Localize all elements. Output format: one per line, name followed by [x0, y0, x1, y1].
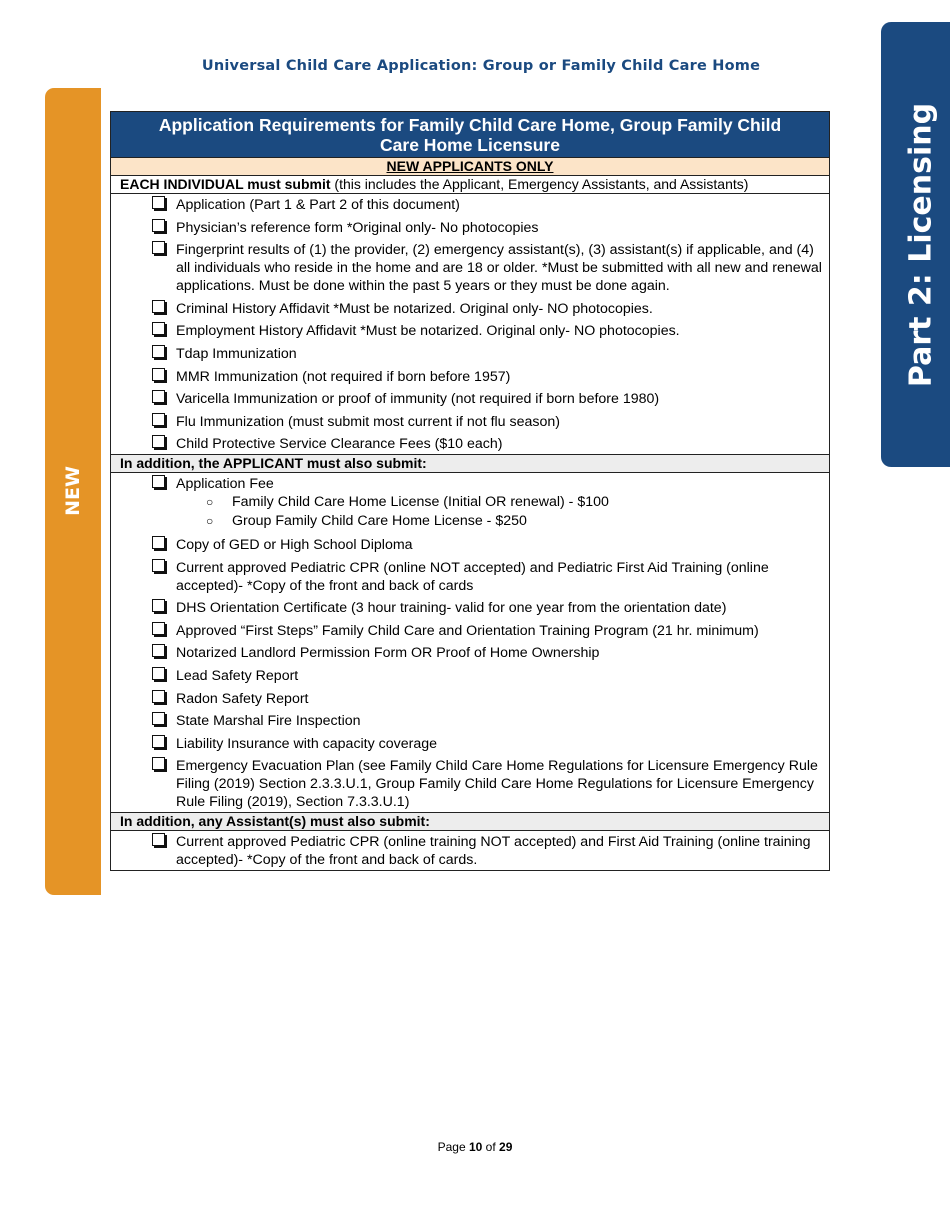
checklist-item	[152, 690, 823, 708]
checkbox-icon[interactable]	[152, 219, 165, 232]
page-prefix: Page	[437, 1140, 469, 1154]
checkbox-icon[interactable]	[152, 690, 165, 703]
checkbox-icon[interactable]	[152, 735, 165, 748]
checkbox-icon[interactable]	[152, 475, 165, 488]
checkbox-icon[interactable]	[152, 300, 165, 313]
checklist-item	[152, 345, 823, 363]
item-assistant-cpr: Current approved Pediatric CPR (online training NOT accepted) and First Aid Training (online training accepted)- *Copy of the front and back of cards.	[176, 834, 811, 869]
checklist-item	[152, 435, 823, 453]
item-varicella: Varicella Immunization or proof of immunity (not required if born before 1980)	[176, 391, 660, 408]
section-each-individual-heading	[111, 176, 829, 194]
checklist-item	[152, 413, 823, 431]
item-flu: Flu Immunization (must submit most current if not flu season)	[176, 413, 560, 430]
table-title-line-1: Application Requirements for Family Child Care Home, Group Family Child	[158, 115, 782, 135]
checkbox-icon[interactable]	[152, 368, 165, 381]
item-physician-reference: Physician’s reference form *Original only- No photocopies	[176, 219, 539, 236]
checklist-item	[152, 322, 823, 340]
fee-family-child-care: Family Child Care Home License (Initial OR renewal) - $100	[232, 494, 609, 511]
item-application-fee: Application Fee	[176, 476, 274, 493]
part-2-licensing-label: Part 2: Licensing	[903, 102, 939, 387]
checklist-item	[152, 300, 823, 318]
item-radon-safety: Radon Safety Report	[176, 690, 309, 707]
checkbox-icon[interactable]	[152, 196, 165, 209]
checkbox-icon[interactable]	[152, 667, 165, 680]
checkbox-icon[interactable]	[152, 622, 165, 635]
checkbox-icon[interactable]	[152, 345, 165, 358]
item-employment-history: Employment History Affidavit *Must be notarized. Original only- NO photocopies.	[176, 323, 680, 340]
section-assistants-heading: In addition, any Assistant(s) must also submit:	[111, 812, 829, 831]
page-number	[0, 1140, 950, 1154]
checklist-item	[152, 757, 823, 811]
applicant-checklist	[111, 473, 829, 812]
checklist-item	[152, 475, 823, 531]
checkbox-icon[interactable]	[152, 559, 165, 572]
new-applicants-only-subtitle: NEW APPLICANTS ONLY	[111, 157, 829, 176]
table-title-line-2: Care Home Licensure	[380, 135, 560, 155]
page-of: of	[482, 1140, 500, 1154]
checklist-item	[152, 559, 823, 595]
item-evacuation-plan: Emergency Evacuation Plan (see Family Child Care Home Regulations for Licensure Emergency Rule Filing (2019) Section 2.3.3.U.1, Group Family Child Care Home Regulations for Licensure Emergency Rule Filing (2019), Section 7.3.3.U.1)	[176, 758, 818, 811]
checklist-item	[152, 390, 823, 408]
section-heading-note: (this includes the Applicant, Emergency Assistants, and Assistants)	[330, 176, 749, 192]
item-first-steps: Approved “First Steps” Family Child Care and Orientation Training Program (21 hr. minimum)	[176, 622, 759, 639]
fee-option	[206, 493, 823, 512]
checkbox-icon[interactable]	[152, 536, 165, 549]
item-dhs-orientation: DHS Orientation Certificate (3 hour training- valid for one year from the orientation date)	[176, 600, 727, 617]
checkbox-icon[interactable]	[152, 322, 165, 335]
checklist-item	[152, 536, 823, 554]
item-fire-inspection: State Marshal Fire Inspection	[176, 713, 361, 730]
new-label: NEW	[62, 466, 84, 516]
fee-group-family-child-care: Group Family Child Care Home License - $250	[232, 513, 527, 530]
checkbox-icon[interactable]	[152, 241, 165, 254]
checklist-item	[152, 196, 823, 214]
item-application: Application (Part 1 & Part 2 of this document)	[176, 197, 460, 213]
item-liability-insurance: Liability Insurance with capacity coverage	[176, 735, 438, 752]
checkbox-icon[interactable]	[152, 390, 165, 403]
part-2-licensing-tab	[881, 22, 950, 467]
item-lead-safety: Lead Safety Report	[176, 667, 299, 684]
current-page: 10	[468, 1140, 483, 1154]
checkbox-icon[interactable]	[152, 833, 165, 846]
section-applicant-heading: In addition, the APPLICANT must also submit:	[111, 454, 829, 473]
table-title	[111, 112, 829, 157]
checkbox-icon[interactable]	[152, 413, 165, 426]
item-fingerprint-results: Fingerprint results of (1) the provider, (2) emergency assistant(s), (3) assistant(s) if applicable, and (4) all individuals who reside in the home and are 18 or older. *Must be submitted with all new and renewal applications. Must be done within the past 5 years or they must be done again.	[176, 242, 822, 295]
section-heading-bold: EACH INDIVIDUAL must submit	[120, 176, 331, 192]
checklist-item	[152, 644, 823, 662]
checklist-item	[152, 241, 823, 295]
item-mmr: MMR Immunization (not required if born before 1957)	[176, 368, 511, 385]
checkbox-icon[interactable]	[152, 644, 165, 657]
fee-options	[176, 493, 823, 531]
item-cps-clearance: Child Protective Service Clearance Fees ($10 each)	[176, 436, 503, 453]
document-header: Universal Child Care Application: Group or Family Child Care Home	[201, 58, 761, 74]
checklist-item	[152, 712, 823, 730]
item-tdap: Tdap Immunization	[176, 345, 297, 362]
item-ged-diploma: Copy of GED or High School Diploma	[176, 536, 413, 553]
each-individual-checklist	[111, 194, 829, 454]
checkbox-icon[interactable]	[152, 435, 165, 448]
total-pages: 29	[499, 1140, 513, 1154]
assistant-checklist	[111, 831, 829, 870]
checklist-item	[152, 622, 823, 640]
new-tab	[45, 88, 101, 895]
checklist-item	[152, 735, 823, 753]
circle-bullet-icon: ○	[206, 495, 214, 510]
circle-bullet-icon: ○	[206, 514, 214, 529]
checkbox-icon[interactable]	[152, 599, 165, 612]
checklist-item	[152, 219, 823, 237]
item-landlord-permission: Notarized Landlord Permission Form OR Proof of Home Ownership	[176, 645, 600, 662]
checklist-item	[152, 599, 823, 617]
checkbox-icon[interactable]	[152, 757, 165, 770]
item-pediatric-cpr: Current approved Pediatric CPR (online NOT accepted) and Pediatric First Aid Training (online accepted)- *Copy of the front and back of cards	[176, 559, 769, 594]
checklist-item	[152, 833, 823, 869]
checklist-item	[152, 368, 823, 386]
fee-option	[206, 512, 823, 531]
item-criminal-history: Criminal History Affidavit *Must be notarized. Original only- NO photocopies.	[176, 300, 653, 317]
checkbox-icon[interactable]	[152, 712, 165, 725]
checklist-item	[152, 667, 823, 685]
requirements-table	[110, 111, 830, 871]
